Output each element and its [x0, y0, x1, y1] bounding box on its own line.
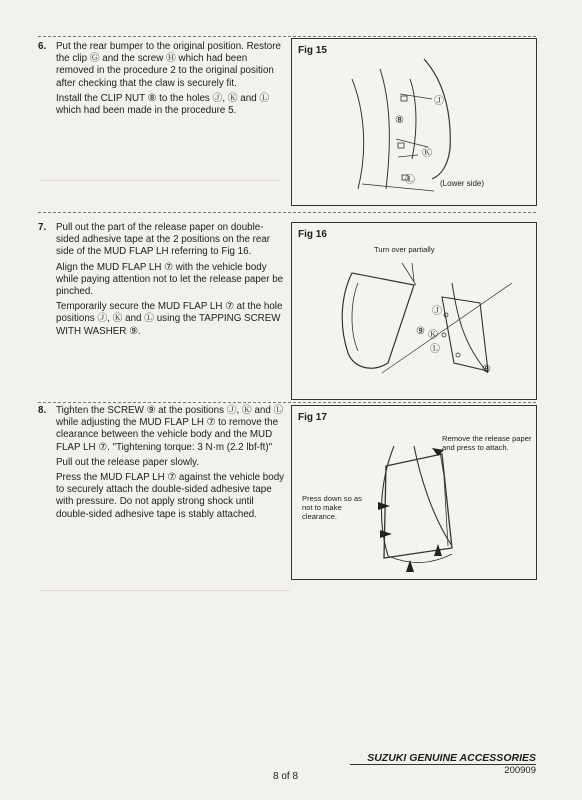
step-text: Temporarily secure the MUD FLAP LH ⑦ at the hole positions Ⓙ, Ⓚ and Ⓛ using the TAPPING SCREW WITH WASHER ⑨.: [56, 301, 283, 337]
section-separator: [38, 402, 536, 403]
fig17-illustration: [292, 406, 536, 579]
footer-brand: SUZUKI GENUINE ACCESSORIES: [367, 752, 536, 764]
label-l: Ⓛ: [430, 344, 440, 355]
figure-title: Fig 17: [298, 412, 327, 423]
step-text: Put the rear bumper to the original position. Restore the clip Ⓖ and the screw Ⓗ which had been removed in the procedure 2 to the original position after checking that the claw is securely fit.: [56, 41, 281, 89]
remove-paper-note: Remove the release paper and press to attach.: [442, 434, 532, 452]
turn-over-note: Turn over partially: [374, 245, 435, 254]
label-j: Ⓙ: [432, 306, 442, 317]
step-number: 7.: [38, 222, 47, 233]
section-separator: [38, 212, 536, 213]
figure-caption: (Lower side): [440, 179, 485, 188]
label-9: ⑨: [482, 364, 491, 375]
bleed-through-ghost: [40, 140, 280, 181]
step-text: Install the CLIP NUT ⑧ to the holes Ⓙ, Ⓚ and Ⓛ which had been made in the procedure 5.: [56, 92, 270, 117]
bleed-through-ghost: [40, 560, 290, 591]
page-number: 8 of 8: [273, 771, 299, 782]
label-j: Ⓙ: [434, 96, 444, 107]
step-number: 8.: [38, 405, 47, 416]
press-down-note: Press down so as not to make clearance.: [302, 494, 362, 521]
figure-15: [291, 38, 537, 206]
footer-code: 200909: [504, 765, 536, 776]
step-text: Pull out the release paper slowly.: [56, 456, 200, 468]
section-separator: [38, 36, 536, 37]
figure-16: [291, 222, 537, 400]
figure-17: [291, 405, 537, 580]
figure-title: Fig 16: [298, 229, 327, 240]
label-l: Ⓛ: [405, 175, 415, 186]
step-text: Pull out the part of the release paper on double-sided adhesive tape at the 2 positions on the rear side of the MUD FLAP LH referring to Fig 16.: [56, 222, 271, 258]
label-k: Ⓚ: [422, 148, 432, 159]
label-8: ⑧: [395, 115, 404, 126]
step-number: 6.: [38, 41, 47, 52]
step-text: Tighten the SCREW ⑨ at the positions Ⓙ, Ⓚ and Ⓛ while adjusting the MUD FLAP LH ⑦ to remove the clearance between the vehicle body and the MUD FLAP LH ⑦. "Tightening torque: 3 N·m (2.2 lbf-ft)": [56, 405, 284, 453]
step-text: Press the MUD FLAP LH ⑦ against the vehicle body to securely attach the double-sided adhesive tape with pressure. Do not apply strong shock until double-sided adhesive tape is stably attached.: [56, 472, 285, 520]
label-k: Ⓚ: [428, 330, 438, 341]
step-text: Align the MUD FLAP LH ⑦ with the vehicle body while paying attention not to let the release paper be pinched.: [56, 261, 284, 298]
label-9: ⑨: [416, 326, 425, 337]
figure-title: Fig 15: [298, 45, 327, 56]
